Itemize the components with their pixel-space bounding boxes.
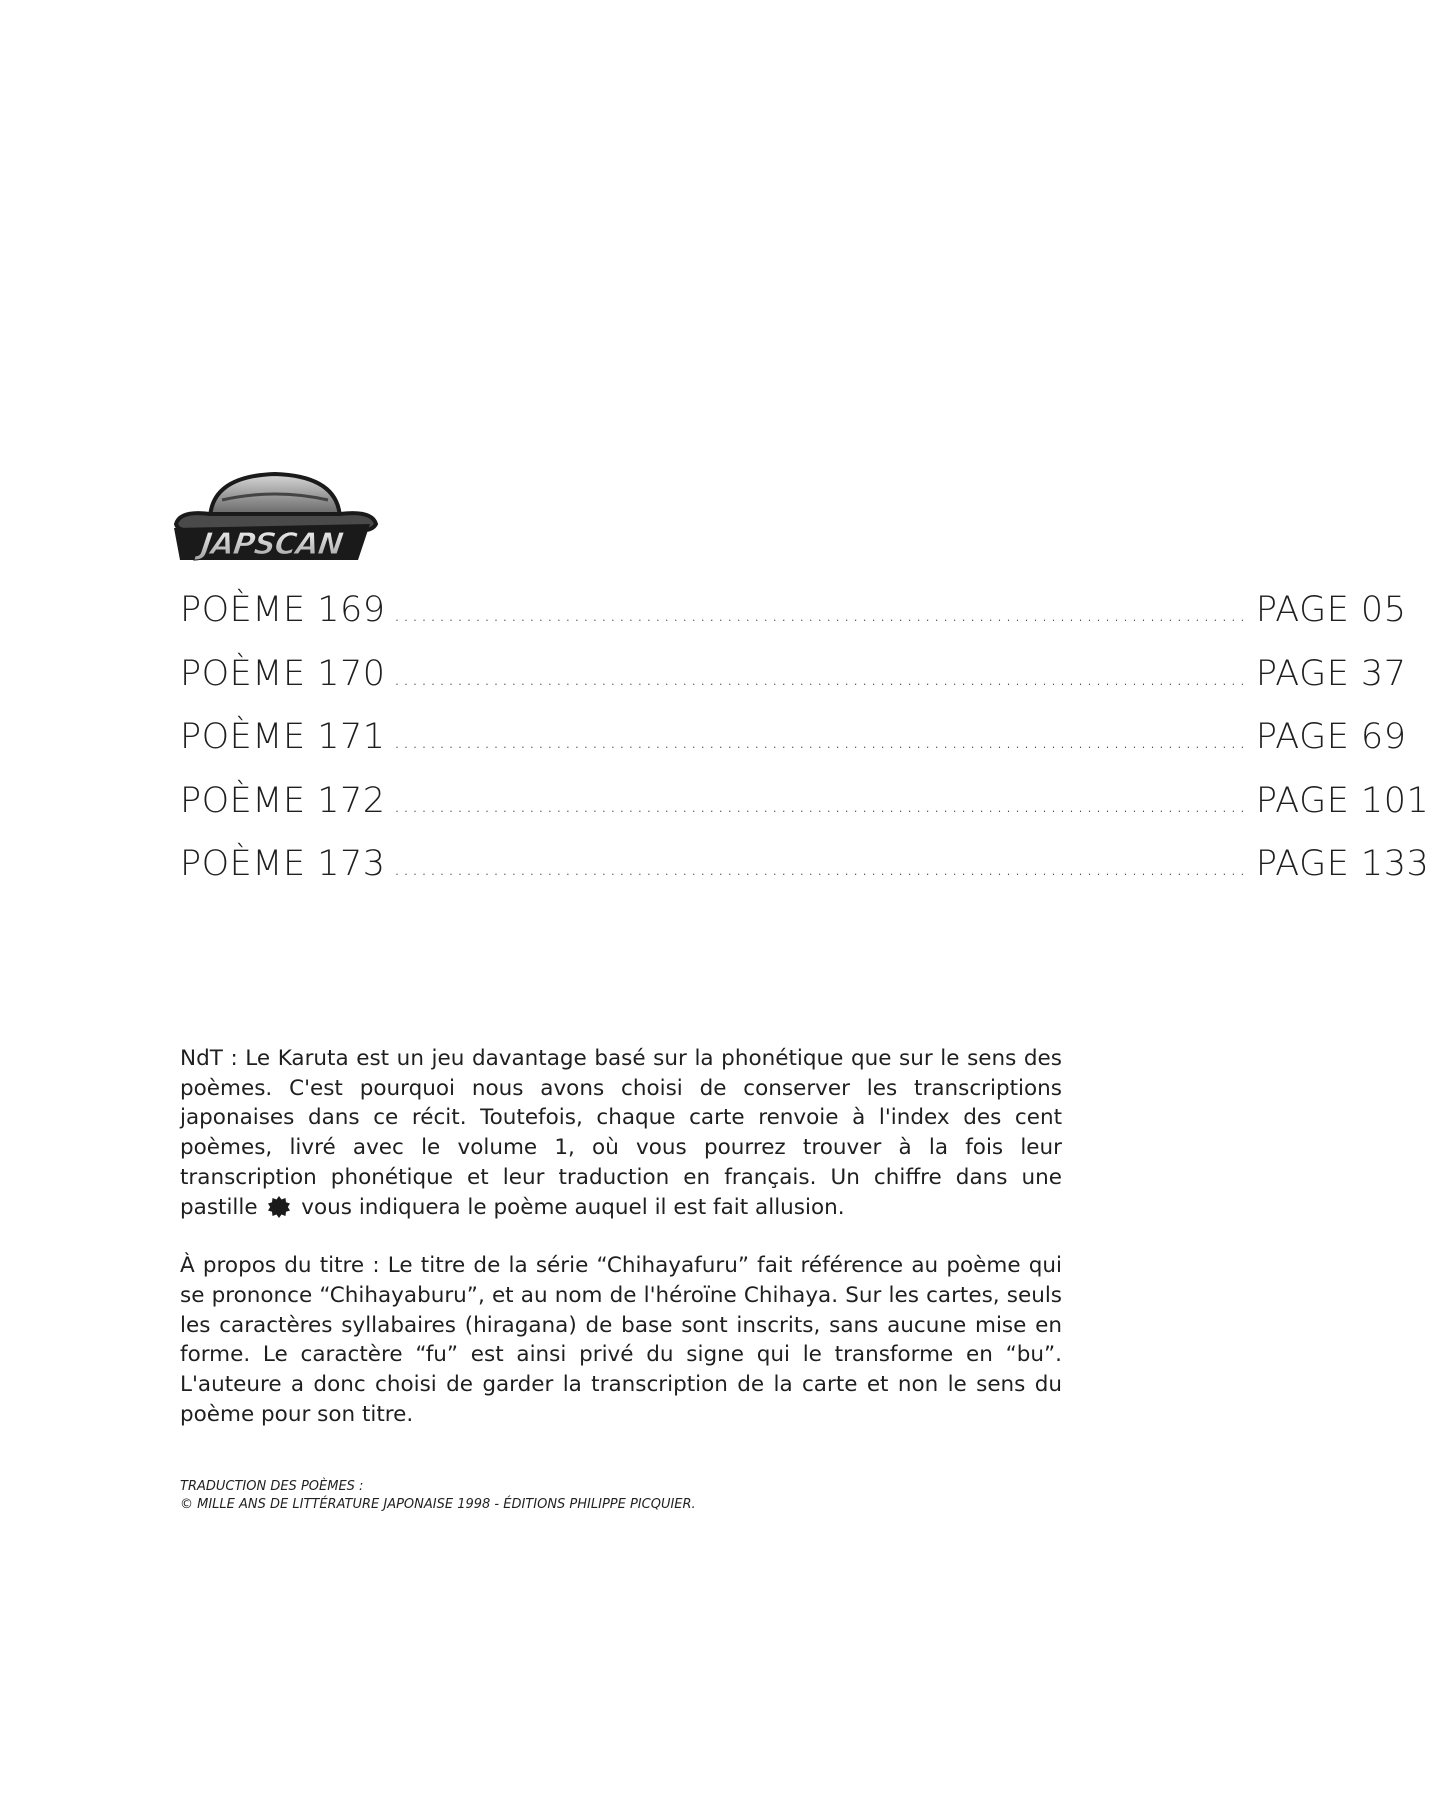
credits-heading: TRADUCTION DES POÈMES : xyxy=(180,1479,364,1494)
translator-notes xyxy=(180,1044,1062,1458)
toc-title: POÈME 171 xyxy=(180,717,386,757)
toc-leader: ............................................................................................... xyxy=(393,856,1248,881)
japscan-logo xyxy=(170,470,380,562)
toc-row xyxy=(180,590,1407,654)
credits-copyright: © MILLE ANS DE LITTÉRATURE JAPONAISE 1998 - ÉDITIONS PHILIPPE PICQUIER. xyxy=(180,1497,696,1512)
ndt-text-before: NdT : Le Karuta est un jeu davantage basé sur la phonétique que sur le sens des poèmes. C'est pourquoi nous avons choisi de conserver les transcriptions japonaises dans ce récit. Toutefois, chaque carte renvoie à l'index des cent poèmes, livré avec le volume 1, où vous pourrez trouver à la fois leur transcription phonétique et leur traduction en français. Un chiffre dans une pastille xyxy=(180,1046,1062,1220)
toc-leader: ............................................................................................... xyxy=(393,729,1248,754)
toc-page: PAGE 69 xyxy=(1255,717,1407,757)
toc-page: PAGE 05 xyxy=(1255,590,1407,630)
title-note-paragraph: À propos du titre : Le titre de la série “Chihayafuru” fait référence au poème qui se prononce “Chihayaburu”, et au nom de l'héroïne Chihaya. Sur les cartes, seuls les caractères syllabaires (hiragana) de base sont inscrits, sans aucune mise en forme. Le caractère “fu” est ainsi privé du signe qui le transforme en “bu”. L'auteure a donc choisi de garder la transcription de la carte et non le sens du poème pour son titre. xyxy=(180,1253,1062,1427)
pastille-icon xyxy=(268,1196,290,1218)
toc-page: PAGE 101 xyxy=(1255,780,1429,821)
toc-title: POÈME 170 xyxy=(180,653,386,694)
logo-text: JAPSCAN xyxy=(198,527,345,562)
toc-row xyxy=(180,780,1429,845)
toc-leader: ............................................................................................... xyxy=(393,665,1248,691)
toc-title: POÈME 169 xyxy=(180,590,386,630)
toc-leader: ............................................................................................... xyxy=(393,792,1248,818)
toc-leader: ............................................................................................... xyxy=(393,602,1248,627)
credits xyxy=(180,1478,1080,1514)
toc-row xyxy=(180,844,1429,908)
toc-title: POÈME 172 xyxy=(180,780,386,821)
ndt-text-after: vous indiquera le poème auquel il est fait allusion. xyxy=(301,1194,845,1220)
toc-title: POÈME 173 xyxy=(180,844,386,884)
table-of-contents xyxy=(180,590,1429,908)
toc-row xyxy=(180,653,1407,718)
toc-page: PAGE 133 xyxy=(1255,844,1429,884)
ndt-paragraph xyxy=(180,1044,1062,1222)
toc-row xyxy=(180,717,1407,781)
toc-page: PAGE 37 xyxy=(1255,653,1407,694)
